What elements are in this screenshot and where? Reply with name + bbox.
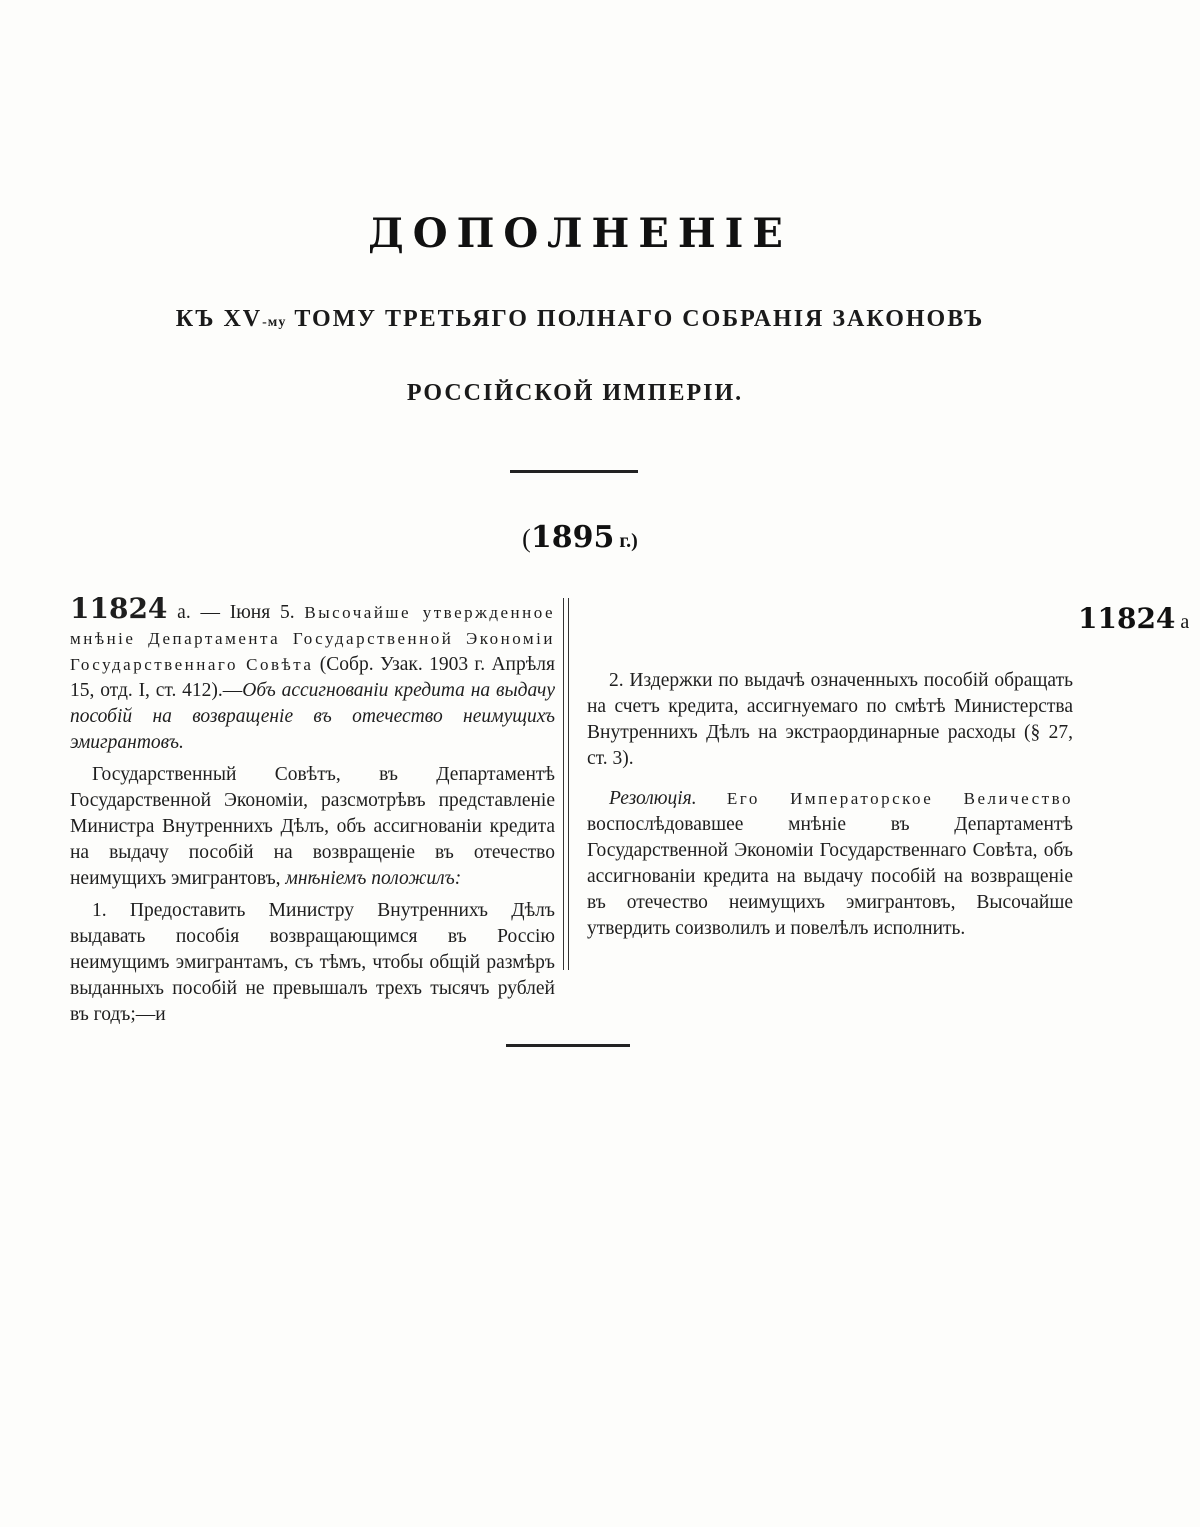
document-title: ДОПОЛНЕНІЕ [368,210,792,257]
law-paragraph-1 [70,762,555,892]
law-item-1: 1. Предоставить Министру Внутреннихъ Дѣлъ выдавать пособія возвращающимся въ Россію неимущимъ эмигрантамъ, съ тѣмъ, чтобы общій размѣръ выданныхъ пособій не превышалъ трехъ тысячъ рублей въ годъ;—и [70,900,555,1025]
law-item-2: 2. Издержки по выдачѣ означенныхъ пособій обращать на счетъ кредита, ассигнуемаго по смѣтѣ Министерства Внутреннихъ Дѣлъ на экстраординарные расходы (§ 27, ст. 3). [587,670,1073,769]
margin-letter: а [1175,611,1190,633]
subtitle-part-1: КЪ XV [175,306,263,332]
document-subtitle-line2: РОССІЙСКОЙ ИМПЕРІИ. [406,380,744,406]
right-column [587,608,1073,948]
resolution-text: воспослѣдовавшее мнѣніе въ Департаментѣ Государственной Экономіи Государственнаго Совѣта, объ ассигнованіи кредита на выдачу пособій на возвращеніе въ отечество неимущихъ эмигрантовъ, Высочайше утвердить соизволилъ и повелѣлъ исполнить. [587,814,1073,939]
margin-law-number [1078,602,1189,635]
law-paragraph-1-italic: мнѣніемъ положилъ: [285,868,462,889]
law-paragraph-1-text: Государственный Совѣтъ, въ Департаментѣ Государственной Экономіи, разсмотрѣвъ представленіе Министра Внутреннихъ Дѣлъ, объ ассигнованіи кредита на выдачу пособій на возвращеніе въ отечество неимущихъ эмигрантовъ, [70,764,555,889]
subtitle-part-2: ТОМУ ТРЕТЬЯГО ПОЛНАГО СОБРАНІЯ ЗАКОНОВЪ [286,306,985,332]
law-header-paragraph [70,592,556,756]
law-number: 11824 [70,592,168,625]
resolution-spaced: Его Императорское Величество [696,789,1073,808]
year-number: 1895 [530,520,615,555]
bottom-divider-rule [506,1044,630,1047]
column-divider [563,598,569,970]
year-heading [0,520,1160,555]
subtitle-superscript: -му [262,315,287,330]
law-intro-date: — Іюня 5. [190,602,305,623]
law-intro-citation: (Собр. Узак. 1903 г. Апрѣля 15, отд. I, ст. 412).— [70,654,556,701]
law-intro-spaced: Высочайше утвержденное мнѣніе Департамента Государственной Экономіи Государственнаго Совѣта [70,603,555,674]
law-letter: а. [167,602,191,623]
document-subtitle [0,306,1160,333]
law-intro-subject: Объ ассигнованіи кредита на выдачу пособій на возвращеніе въ отечество неимущихъ эмигрантовъ. [70,680,555,753]
resolution-label: Резолюція. [609,788,697,809]
resolution-paragraph [587,786,1073,942]
left-column [70,592,556,1034]
top-divider-rule [510,470,638,473]
year-open-paren: ( [522,524,531,553]
margin-number: 11824 [1078,602,1176,635]
year-suffix: г.) [614,530,638,552]
